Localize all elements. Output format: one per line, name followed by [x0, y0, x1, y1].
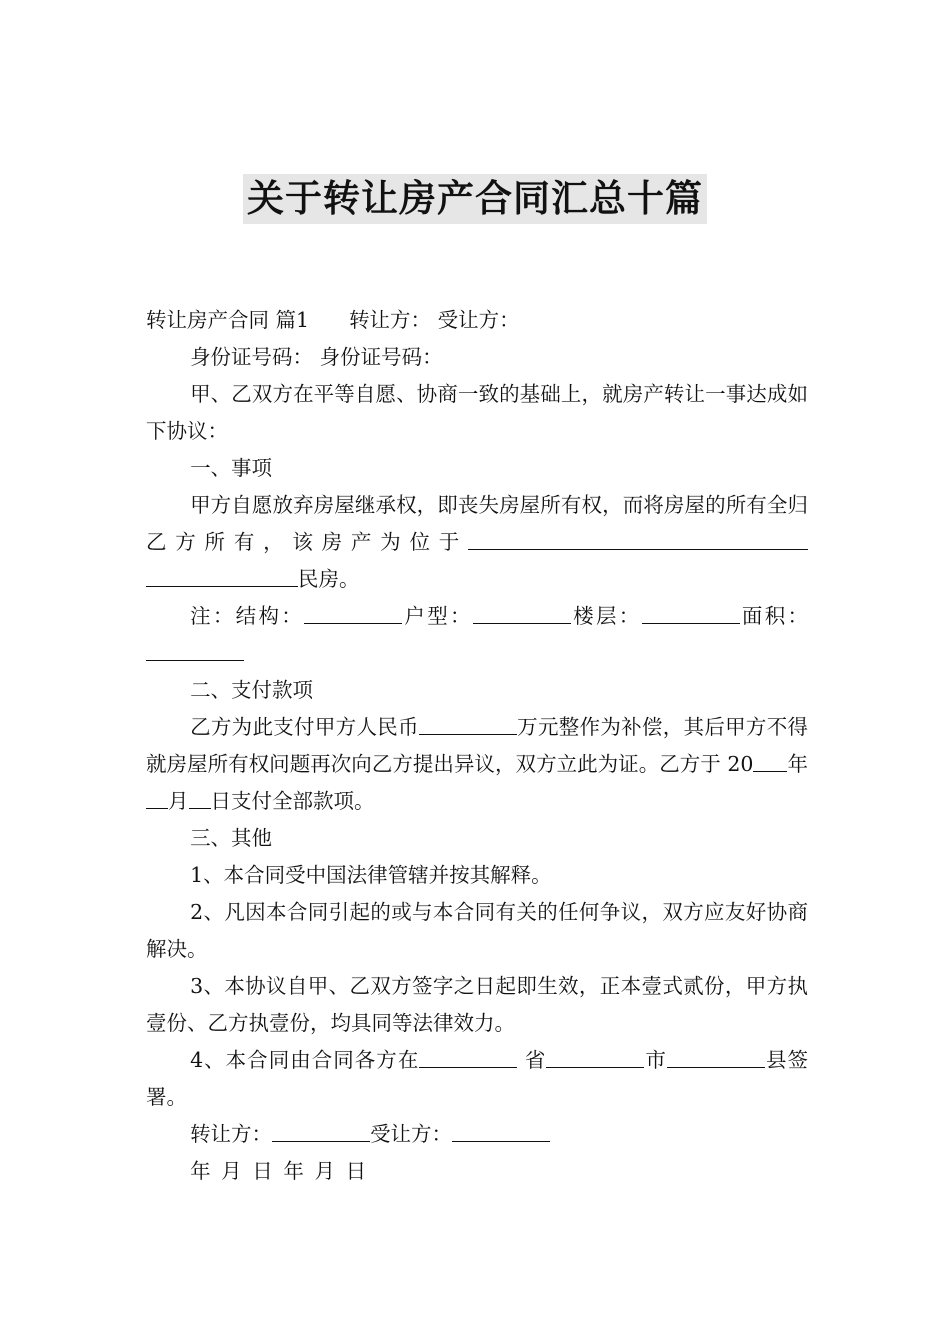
- section1-note: [146, 598, 808, 672]
- amount-blank: [419, 715, 517, 735]
- year-label: 年: [787, 752, 808, 776]
- document-title: 关于转让房产合同汇总十篇: [243, 174, 707, 224]
- location-blank-1: [468, 530, 808, 550]
- signing-place-blank-1: [419, 1048, 517, 1068]
- section3-item4: [146, 1042, 808, 1116]
- section2-text-b: 万元整作为补偿，其后甲方不得就房屋所有权问题再次向乙方提出异议，双方立此为证。乙方于 20: [146, 715, 809, 776]
- contract-label: 转让房产合同 篇1: [146, 308, 310, 332]
- note-structure-label: 注：结构：: [190, 604, 305, 628]
- note-area-label: 面积：: [739, 604, 809, 628]
- month-blank: [146, 789, 168, 809]
- city-label: 市: [644, 1048, 667, 1072]
- transferor-label: 转让方：: [349, 308, 432, 332]
- section1-text-b: 民房。: [298, 567, 360, 591]
- month-label: 月: [168, 789, 189, 813]
- section2-text-end: 日支付全部款项。: [210, 789, 375, 813]
- section3-item1: 1、本合同受中国法律管辖并按其解释。: [190, 863, 552, 887]
- heading-line: [146, 302, 808, 339]
- transferee-signature-blank: [452, 1122, 550, 1142]
- year-blank: [753, 752, 787, 772]
- signing-place-blank-3: [667, 1048, 765, 1068]
- item4-text-a: 4、本合同由合同各方在: [190, 1048, 420, 1072]
- section3-item2: 2、凡因本合同引起的或与本合同有关的任何争议，双方应友好协商解决。: [146, 900, 808, 961]
- area-blank: [146, 641, 244, 661]
- section1-text-a: 甲方自愿放弃房屋继承权，即丧失房屋所有权，而将房屋的所有全归乙方所有，该房产为位于: [146, 493, 808, 554]
- transferee-label: 受让方：: [437, 308, 520, 332]
- section3-item3: 3、本协议自甲、乙双方签字之日起即生效，正本壹式贰份，甲方执壹份、乙方执壹份，均具同等法律效力。: [146, 974, 808, 1035]
- section1-heading: 一、事项: [190, 456, 273, 480]
- day-blank: [189, 789, 211, 809]
- id-line: 身份证号码： 身份证号码：: [190, 345, 443, 369]
- province-label: 省: [517, 1048, 547, 1072]
- section1-paragraph: [146, 487, 808, 598]
- signature-transferor-label: 转让方：: [190, 1122, 273, 1146]
- floor-blank: [642, 604, 740, 624]
- signature-line: [146, 1116, 808, 1153]
- section2-paragraph: [146, 709, 808, 820]
- section2-heading: 二、支付款项: [190, 678, 314, 702]
- title-container: [0, 174, 950, 224]
- note-layout-label: 户型：: [402, 604, 473, 628]
- intro-paragraph: 甲、乙双方在平等自愿、协商一致的基础上，就房产转让一事达成如下协议：: [146, 382, 808, 443]
- document-body: [146, 302, 808, 1190]
- layout-blank: [473, 604, 571, 624]
- section3-heading: 三、其他: [190, 826, 273, 850]
- date-line: 年 月 日 年 月 日: [190, 1159, 369, 1183]
- location-blank-2: [146, 567, 298, 587]
- transferor-signature-blank: [272, 1122, 370, 1142]
- structure-blank: [304, 604, 402, 624]
- note-floor-label: 楼层：: [570, 604, 642, 628]
- signature-transferee-label: 受让方：: [370, 1122, 453, 1146]
- signing-place-blank-2: [546, 1048, 644, 1068]
- county-label: 县签署。: [146, 1048, 808, 1109]
- section2-text-a: 乙方为此支付甲方人民币: [190, 715, 419, 739]
